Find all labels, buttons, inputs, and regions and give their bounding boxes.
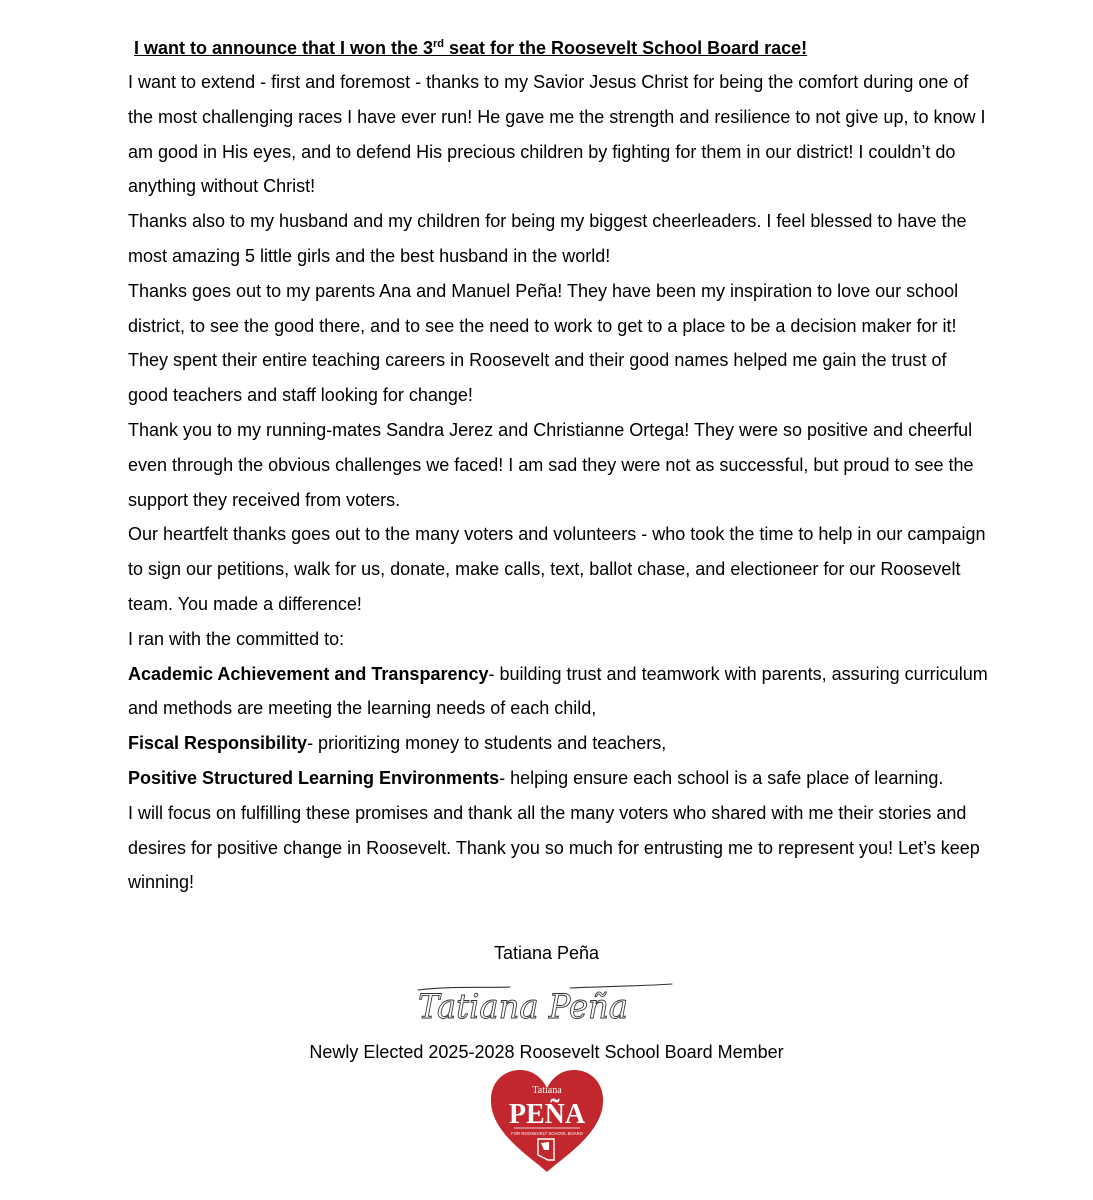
letter-body	[128, 65, 988, 900]
title-ordinal-suffix: rd	[433, 38, 445, 50]
title-text-end: seat for the Roosevelt School Board race!	[444, 38, 808, 58]
commitment-text: - building trust and teamwork with parents, assuring curriculum and methods are meeting the learning needs of each child,	[128, 663, 988, 719]
paragraph-volunteers: Our heartfelt thanks goes out to the many voters and volunteers - who took the time to help in our campaign to sign our petitions, walk for us, donate, make calls, text, ballot chase, and electioneer for our Roosevelt team. You made a difference!	[128, 524, 986, 614]
paragraph-commitments-intro: I ran with the committed to:	[128, 628, 345, 649]
commitment-text: - helping ensure each school is a safe place of learning.	[499, 767, 944, 788]
paragraph-family: Thanks also to my husband and my children for being my biggest cheerleaders. I feel blessed to have the most amazing 5 little girls and the best husband in the world!	[128, 211, 967, 266]
commitment-item	[128, 726, 988, 761]
logo-last-name: PEÑA	[508, 1099, 586, 1130]
paragraph-running-mates: Thank you to my running-mates Sandra Jerez and Christianne Ortega! They were so positive and cheerful even through the obvious challenges we faced! I am sad they were not as successful, but proud to see the support they received from voters.	[128, 419, 974, 510]
board-member-line: Newly Elected 2025-2028 Roosevelt School Board Member	[309, 1042, 784, 1062]
commitment-heading: Fiscal Responsibility	[128, 733, 308, 754]
paragraph-faith: I want to extend - first and foremost - thanks to my Savior Jesus Christ for being the comfort during one of the most challenging races I have ever run! He gave me the strength and resilience to not give up, to know I am good in His eyes, and to defend His precious children by fighting for them in our district! I couldn’t do anything without Christ!	[128, 72, 986, 197]
signer-name: Tatiana Peña	[493, 943, 600, 963]
commitment-heading: Academic Achievement and Transparency	[128, 663, 489, 684]
logo-tagline: FOR ROOSEVELT SCHOOL BOARD	[511, 1131, 583, 1136]
paragraph-parents: Thanks goes out to my parents Ana and Manuel Peña! They have been my inspiration to love our school district, to see the good there, and to see the need to work to get to a place to be a decision maker for it! They spent their entire teaching careers in Roosevelt and their good names helped me gain the trust of good teachers and staff looking for change!	[128, 280, 959, 406]
campaign-heart-logo	[488, 1068, 606, 1174]
commitment-text: - prioritizing money to students and teachers,	[307, 733, 667, 754]
commitment-heading: Positive Structured Learning Environments	[128, 767, 500, 788]
paragraph-closing: I will focus on fulfilling these promises and thank all the many voters who shared with me their stories and desires for positive change in Roosevelt. Thank you so much for entrusting me to represent you! Let’s keep winning!	[128, 802, 980, 893]
commitment-item	[128, 657, 988, 727]
signature-script: Tatiana Peña	[418, 987, 628, 1027]
commitment-item	[128, 761, 988, 796]
title-text-start: I want to announce that I won the 3	[134, 38, 434, 58]
logo-first-name: Tatiana	[532, 1085, 562, 1096]
announcement-title	[134, 35, 807, 61]
handwritten-signature	[410, 976, 680, 1036]
